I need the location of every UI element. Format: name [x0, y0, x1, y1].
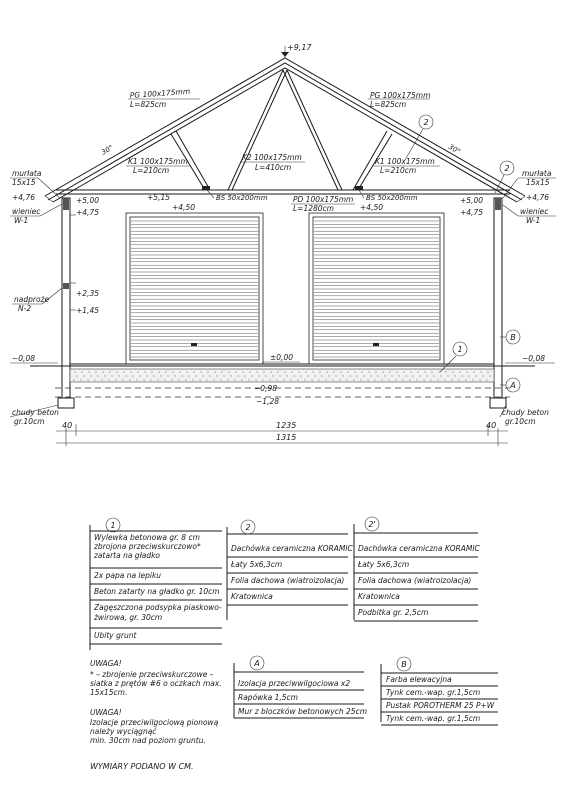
notes — [90, 659, 222, 771]
svg-text:Farba elewacyjna: Farba elewacyjna — [386, 675, 452, 684]
angle-left-label: 30° — [100, 143, 115, 157]
footing-left — [58, 398, 74, 408]
level-008-right: −0,08 — [522, 354, 545, 363]
roof-rafter-bottom — [53, 68, 517, 202]
svg-text:Mur z bloczków betonowych 25cm: Mur z bloczków betonowych 25cm — [238, 707, 368, 716]
wall-plate-right-label-2: 15x15 — [526, 178, 550, 187]
note2-line1: Izolacje przeciwilgociową pionową — [90, 718, 219, 727]
footing-right-label-1: chudy beton — [502, 408, 549, 417]
bs-right-label: BS 50x200mm — [366, 194, 418, 202]
svg-text:Folia dachowa (wiatroizolacja): Folia dachowa (wiatroizolacja) — [231, 576, 345, 585]
tie-beam-label-2: L=1280cm — [293, 204, 334, 213]
level-145: +1,45 — [76, 306, 99, 315]
ring-beam-right-label-2: W-1 — [526, 216, 541, 225]
lintel-left-label-1: nadproże — [14, 295, 50, 304]
level-450-right: +4,50 — [360, 203, 383, 212]
dim-right: 40 — [486, 421, 497, 430]
ring-beam-right-label-1: wieniec — [520, 207, 549, 216]
note1-title: UWAGA! — [90, 659, 122, 668]
legend-box-b — [381, 657, 498, 725]
svg-text:zbrojona przeciwskurczowo*: zbrojona przeciwskurczowo* — [94, 542, 201, 551]
svg-text:Tynk cem.-wap. gr.1,5cm: Tynk cem.-wap. gr.1,5cm — [386, 688, 481, 697]
roof-rafter-top — [48, 63, 522, 200]
svg-text:Łaty 5x6,3cm: Łaty 5x6,3cm — [358, 560, 410, 569]
svg-text:Beton zatarty na gładko gr. 10: Beton zatarty na gładko gr. 10cm — [94, 587, 220, 596]
dimensions-note: WYMIARY PODANO W CM. — [90, 762, 194, 771]
svg-text:Dachówka ceramiczna KORAMIC: Dachówka ceramiczna KORAMIC — [358, 544, 480, 553]
svg-text:żwirowa, gr. 30cm: żwirowa, gr. 30cm — [94, 613, 163, 622]
level-476-left: +4,76 — [12, 193, 35, 202]
svg-text:A: A — [510, 381, 516, 390]
garage-door-right — [309, 213, 444, 364]
rafter-right-label-2: L=825cm — [370, 100, 407, 109]
strut-k1-left-label-2: L=210cm — [133, 166, 170, 175]
legend-b-tag: B — [401, 660, 407, 669]
strut-k1-right-label-1: K1 100x175mm — [375, 157, 435, 166]
level-475-left: +4,75 — [76, 208, 99, 217]
dim-total: 1315 — [276, 433, 297, 442]
wall-plate-left-label-1: murłata — [12, 169, 42, 178]
angle-right-label: 30° — [447, 142, 462, 156]
svg-text:Pustak POROTHERM 25 P+W: Pustak POROTHERM 25 P+W — [386, 701, 495, 710]
svg-text:Ubity grunt: Ubity grunt — [94, 631, 137, 640]
strut-k2-label-2: L=410cm — [255, 163, 292, 172]
svg-text:Rapówka 1,5cm: Rapówka 1,5cm — [238, 693, 298, 702]
strut-k2-right — [283, 70, 338, 190]
left-wall — [62, 198, 70, 398]
svg-text:Kratownica: Kratownica — [231, 592, 273, 601]
level-235: +2,35 — [76, 289, 99, 298]
note2-line2: należy wyciągnąć — [90, 727, 157, 736]
legend-a-tag: A — [254, 659, 260, 668]
ridge-level-label: +9,17 — [287, 43, 312, 52]
strut-k2-left — [228, 70, 283, 190]
note1-line2: siatka z prętów #6 o oczkach max. — [90, 679, 222, 688]
ring-beam-left-label-1: wieniec — [12, 207, 41, 216]
svg-text:B: B — [510, 333, 516, 342]
legend-box-1 — [90, 518, 222, 650]
note1-line1: * – zbrojenie przeciwskurczowe – — [90, 670, 214, 679]
rafter-left-label-2: L=825cm — [130, 100, 167, 109]
svg-text:Podbitka gr. 2,5cm: Podbitka gr. 2,5cm — [358, 608, 429, 617]
right-wall — [494, 198, 502, 398]
level-000: ±0,00 — [270, 353, 293, 362]
legend-2-tag: 2 — [245, 523, 251, 532]
footing-right — [490, 398, 506, 408]
tie-beam-label-1: PD 100x175mm — [293, 195, 354, 204]
svg-text:1: 1 — [457, 345, 463, 354]
strut-k2-label-1: K2 100x175mm — [242, 153, 302, 162]
garage-door-left — [126, 213, 263, 364]
level-008-left: −0,08 — [12, 354, 35, 363]
legend-box-a — [234, 656, 367, 718]
svg-text:Folia dachowa (wiatroizolacja): Folia dachowa (wiatroizolacja) — [358, 576, 472, 585]
footing-left-label-1: chudy beton — [12, 408, 59, 417]
svg-text:Łaty 5x6,3cm: Łaty 5x6,3cm — [231, 560, 283, 569]
svg-text:Zagęszczona podsypka piaskowo-: Zagęszczona podsypka piaskowo- — [94, 603, 222, 612]
rafter-left-label-1: PG 100x175mm — [129, 86, 191, 100]
level-500-right: +5,00 — [460, 196, 483, 205]
roof-structure — [45, 43, 525, 213]
strut-k1-left-label-1: K1 100x175mm — [128, 157, 188, 166]
ring-beam-left-label-2: W-1 — [14, 216, 29, 225]
level-515: +5,15 — [147, 193, 170, 202]
svg-text:Tynk cem.-wap. gr.1,5cm: Tynk cem.-wap. gr.1,5cm — [386, 714, 481, 723]
svg-text:2x papa na lepiku: 2x papa na lepiku — [94, 571, 162, 580]
svg-text:Dachówka ceramiczna KORAMIC: Dachówka ceramiczna KORAMIC — [231, 544, 353, 553]
svg-text:Izolacja przeciwwilgociowa x2: Izolacja przeciwwilgociowa x2 — [238, 679, 351, 688]
ring-beam-left — [63, 198, 69, 210]
floor-layers — [70, 369, 494, 382]
legend-1-tag: 1 — [110, 521, 116, 530]
wall-plate-right-label-1: murłata — [522, 169, 552, 178]
garage-doors — [126, 213, 444, 364]
roof-outer-line — [45, 58, 525, 196]
legend-box-2-prime — [354, 517, 481, 621]
dimensions — [56, 421, 508, 446]
wall-plate-left-label-2: 15x15 — [12, 178, 36, 187]
level-128: −1,28 — [256, 397, 279, 406]
bs-block-left — [202, 186, 210, 190]
bs-block-right — [355, 186, 363, 190]
svg-text:Wylewka betonowa gr. 8 cm: Wylewka betonowa gr. 8 cm — [94, 533, 200, 542]
footing-right-label-2: gr.10cm — [505, 417, 536, 426]
dim-left: 40 — [62, 421, 73, 430]
level-476-right: +4,76 — [526, 193, 549, 202]
level-labels — [10, 169, 556, 426]
dim-middle: 1235 — [276, 421, 297, 430]
ring-beam-right — [495, 198, 501, 210]
level-098: −0,98 — [254, 384, 277, 393]
lintel-left-label-2: N-2 — [18, 304, 32, 313]
note2-line3: min. 30cm nad poziom gruntu. — [90, 736, 206, 745]
svg-text:2: 2 — [423, 118, 429, 127]
note2-title: UWAGA! — [90, 708, 122, 717]
rafter-right-label-1: PG 100x175mm — [370, 91, 431, 100]
level-500-left: +5,00 — [76, 196, 99, 205]
level-475-right: +4,75 — [460, 208, 483, 217]
legend-2p-tag: 2' — [368, 520, 376, 529]
note1-line3: 15x15cm. — [90, 688, 128, 697]
level-450-left: +4,50 — [172, 203, 195, 212]
svg-text:zatarta na gładko: zatarta na gładko — [94, 551, 161, 560]
floor-slab — [30, 364, 535, 397]
svg-text:Kratownica: Kratownica — [358, 592, 400, 601]
strut-k1-right-label-2: L=210cm — [380, 166, 417, 175]
footing-left-label-2: gr.10cm — [14, 417, 45, 426]
lintel-left — [63, 283, 69, 289]
legend-box-2 — [227, 520, 354, 620]
svg-text:2: 2 — [504, 164, 510, 173]
bs-left-label: BS 50x200mm — [216, 194, 268, 202]
